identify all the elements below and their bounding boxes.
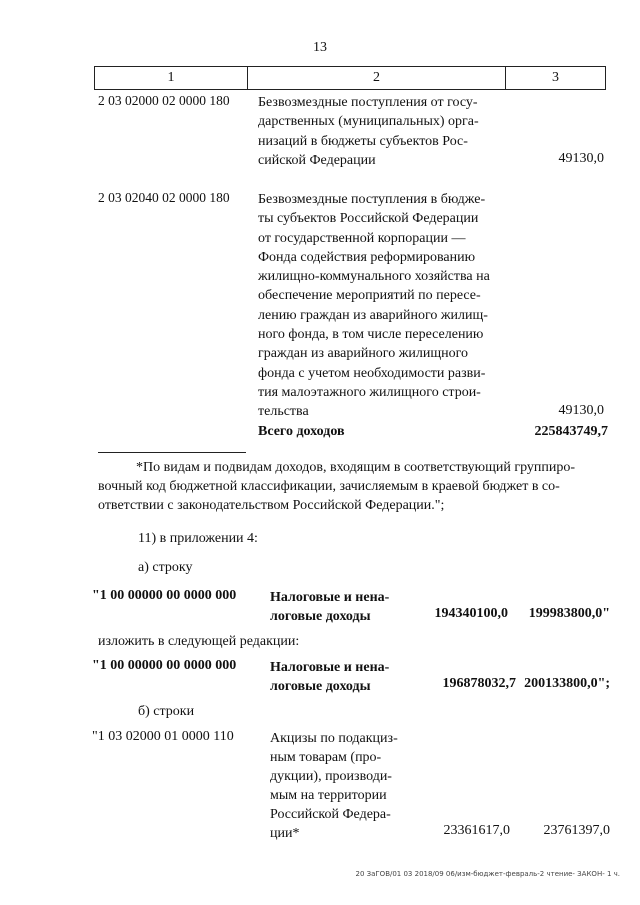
new-line-value-1: 196878032,7: [442, 676, 516, 691]
replace-text: изложить в следующей редакции:: [98, 634, 300, 649]
excise-code: "1 03 02000 01 0000 110: [92, 729, 234, 744]
sub-item-a: а) строку: [138, 560, 193, 575]
item-11: 11) в приложении 4:: [138, 531, 258, 546]
new-line-value-2: 200133800,0";: [524, 676, 610, 691]
document-stamp: 20 ЗаГОВ/01 03 2018/09 06/изм-бюджет-февраль-2 чтение- ЗАКОН- 1 ч.: [355, 870, 620, 878]
footnote: [98, 458, 612, 515]
header-col-2: 2: [248, 67, 506, 89]
footnote-line: вочный код бюджетной классификации, зачисляемым в краевой бюджет в со-: [98, 479, 560, 494]
name-line: Налоговые и нена-: [270, 660, 390, 675]
old-line-value-2: 199983800,0": [528, 606, 610, 621]
excise-value-2: 23761397,0: [543, 823, 610, 838]
table-header: [94, 66, 606, 90]
header-col-3: 3: [552, 70, 559, 85]
sub-item-b: б) строки: [138, 704, 195, 719]
desc-line: тия малоэтажного жилищного строи-: [258, 384, 481, 400]
footnote-line: *По видам и подвидам доходов, входящим в соответствующий группиро-: [136, 460, 576, 475]
header-col-1: 1: [95, 67, 248, 89]
old-line-value-1: 194340100,0: [434, 606, 508, 621]
row-code: 2 03 02000 02 0000 180: [98, 93, 230, 108]
row-description: [258, 190, 503, 422]
old-line-name: [270, 588, 412, 626]
desc-line: низаций в бюджеты субъектов Рос-: [258, 133, 468, 149]
desc-line: от государственной корпорации —: [258, 230, 466, 246]
name-line: логовые доходы: [270, 679, 371, 694]
desc-line: тельства: [258, 404, 309, 420]
total-label: Всего доходов: [258, 424, 345, 439]
old-line-code: "1 00 00000 00 0000 000: [92, 588, 237, 603]
new-line-code: "1 00 00000 00 0000 000: [92, 658, 237, 673]
name-line: ным товарам (про-: [270, 750, 382, 765]
page-number: 13: [313, 40, 327, 55]
name-line: дукции), производи-: [270, 769, 392, 784]
desc-line: фонда с учетом необходимости разви-: [258, 365, 486, 381]
footnote-divider: [98, 452, 246, 453]
name-line: Налоговые и нена-: [270, 590, 390, 605]
name-line: логовые доходы: [270, 609, 371, 624]
new-line-name: [270, 658, 412, 696]
desc-line: граждан из аварийного жилищного: [258, 346, 469, 362]
name-line: Акцизы по подакциз-: [270, 731, 398, 746]
desc-line: лению граждан из аварийного жилищ-: [258, 307, 488, 323]
row-amount: 49130,0: [558, 151, 604, 166]
row-description: [258, 93, 503, 170]
excise-value-1: 23361617,0: [443, 823, 510, 838]
name-line: мым на территории: [270, 788, 387, 803]
name-line: ции*: [270, 826, 300, 841]
row-amount: 49130,0: [558, 403, 604, 418]
desc-line: обеспечение мероприятий по пересе-: [258, 288, 481, 304]
desc-line: жилищно-коммунального хозяйства на: [258, 269, 490, 285]
desc-line: сийской Федерации: [258, 152, 376, 168]
row-code: 2 03 02040 02 0000 180: [98, 190, 230, 205]
desc-line: Безвозмездные поступления в бюдже-: [258, 192, 486, 207]
desc-line: Фонда содействия реформированию: [258, 249, 476, 265]
total-amount: 225843749,7: [534, 424, 608, 439]
desc-line: ты субъектов Российской Федерации: [258, 211, 479, 227]
desc-line: Безвозмездные поступления от госу-: [258, 95, 478, 110]
desc-line: ного фонда, в том числе переселению: [258, 327, 484, 343]
name-line: Российской Федера-: [270, 807, 391, 822]
excise-name: [270, 729, 405, 843]
desc-line: дарственных (муниципальных) орга-: [258, 114, 479, 130]
footnote-line: ответствии с законодательством Российской Федерации.";: [98, 498, 445, 513]
